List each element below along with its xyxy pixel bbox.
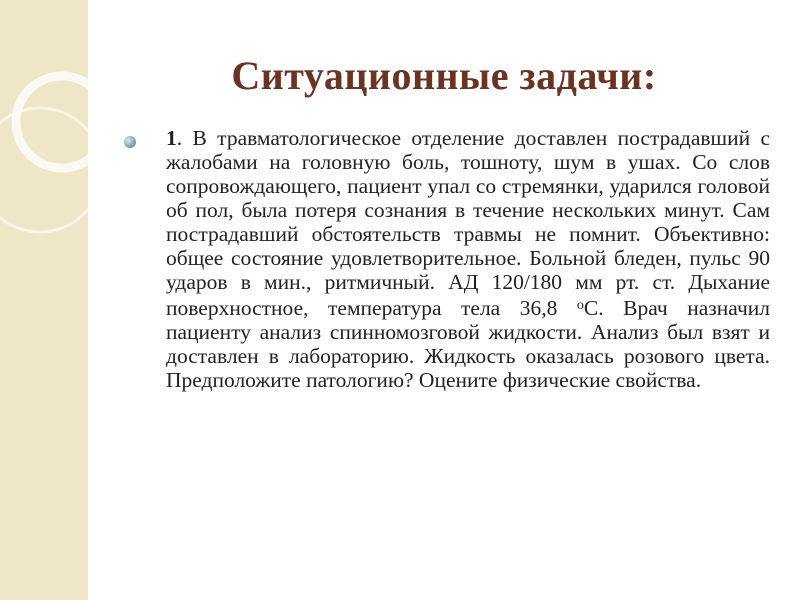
decorative-side-band (0, 0, 88, 600)
task-number: 1 (166, 126, 177, 150)
slide (88, 0, 800, 600)
task-text-part-2: С. Врач назначил пациенту анализ спинномозговой жидкости. Анализ был взят и доставлен в лабораторию. Жидкость оказалась розового цвета. Предположите патологию? Оцените физические свойства. (166, 296, 771, 392)
task-text-part-1: . В травматологическое отделение доставлен пострадавший с жалобами на головную боль, тошноту, шум в ушах. Со слов сопровождающего, пациент упал со стремянки, ударился головой об пол, была потеря сознания в течение нескольких минут. Сам пострадавший обстоятельств травмы не помнит. Объективно: общее состояние удовлетворительное. Больной бледен, пульс 90 ударов в мин., ритмичный. АД 120/180 мм рт. ст. Дыхание поверхностное, температура тела 36,8 (166, 126, 770, 320)
bullet-icon (124, 136, 136, 148)
task-paragraph (166, 126, 770, 392)
decorative-rings (0, 0, 88, 600)
degree-symbol: о (576, 298, 584, 313)
slide-title: Ситуационные задачи: (231, 53, 657, 98)
